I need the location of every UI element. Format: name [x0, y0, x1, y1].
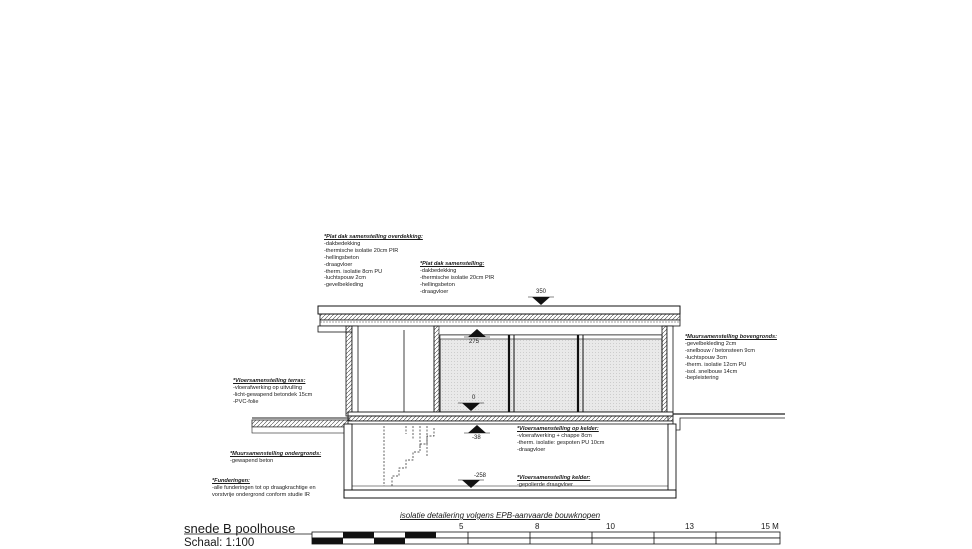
- note-line: -gevelbekleding: [324, 282, 364, 289]
- level-label-min38: -38: [472, 435, 481, 441]
- level-marker-350: [528, 297, 554, 305]
- level-label-275: 275: [469, 339, 480, 345]
- level-label-0: 0: [472, 395, 476, 401]
- note-line: -luchtspouw 3cm: [685, 354, 727, 361]
- left-wall: [346, 326, 439, 416]
- note-line: -licht-gewapend betondek 15cm: [233, 391, 313, 398]
- note-heading: *Vloersamenstelling kelder:: [517, 475, 591, 481]
- scale-label: Schaal: 1:100: [184, 537, 255, 549]
- level-label-350: 350: [536, 289, 547, 295]
- note-line: -PVC-folie: [233, 398, 259, 405]
- note-line: -gevelbekleding 2cm: [685, 340, 737, 347]
- right-wall: [662, 326, 673, 412]
- drawing-title: snede B poolhouse: [184, 521, 296, 536]
- note-heading: *Plat dak samenstelling:: [420, 261, 485, 267]
- note-line: -dakbedekking: [420, 267, 457, 274]
- note-muur-ondergronds: [230, 451, 321, 465]
- level-label-min258: -258: [474, 473, 487, 479]
- note-heading: *Vloersamenstelling terras:: [233, 378, 306, 384]
- note-heading: *Vloersamenstelling op kelder:: [517, 426, 599, 432]
- note-line: -thermische isolatie 20cm PIR: [420, 274, 495, 281]
- roof-slab: [318, 306, 680, 332]
- scale-tick-label: 13: [685, 522, 694, 531]
- scale-tick-label: 8: [535, 522, 540, 531]
- note-vloer-kelder: [517, 475, 590, 489]
- note-line: -vloerafwerking op uitvulling: [233, 384, 303, 391]
- note-line: -isol. snelbouw 14cm: [685, 368, 738, 375]
- note-line: -therm. isolatie 8cm PU: [324, 268, 383, 275]
- note-line: -dakbedekking: [324, 240, 361, 247]
- note-line: -luchtspouw 2cm: [324, 275, 366, 282]
- scale-tick-label: 5: [459, 522, 464, 531]
- note-line: -alle funderingen tot op draagkrachtige en: [212, 484, 316, 491]
- note-plat-dak-overdekking: [324, 234, 423, 289]
- note-funderingen: [212, 478, 316, 499]
- scale-tick-label: 10: [606, 522, 615, 531]
- stairs: [384, 426, 434, 486]
- note-line: vorstvrije ondergrond conform studie IR: [212, 491, 310, 498]
- note-line: -snelbouw / betonsteen 9cm: [685, 347, 755, 354]
- note-heading: *Plat dak samenstelling overdekking:: [324, 234, 423, 240]
- note-line: -therm. isolatie: gespoten PU 10cm: [517, 439, 605, 446]
- note-line: -thermische isolatie 20cm PIR: [324, 247, 399, 254]
- floor-slab: [348, 412, 673, 424]
- level-marker-min258: [458, 480, 484, 488]
- ground-right: [668, 414, 785, 430]
- scale-tick-label: 15 M: [761, 522, 779, 531]
- note-plat-dak: [420, 261, 494, 296]
- note-vloer-kelder-op: [517, 426, 604, 454]
- note-line: -draagvloer: [517, 446, 546, 453]
- note-line: -draagvloer: [324, 261, 353, 268]
- note-line: -hellingsbeton: [420, 281, 455, 288]
- detailing-caption: isolatie detailering volgens EPB-aanvaarde bouwknopen: [400, 511, 601, 520]
- note-line: -bepleistering: [685, 375, 719, 382]
- note-line: -hellingsbeton: [324, 254, 359, 261]
- basement: [344, 424, 676, 498]
- note-line: -vloerafwerking + chappe 8cm: [517, 432, 592, 439]
- note-vloer-terras: [233, 378, 312, 406]
- note-muur-bovengronds: [685, 334, 777, 382]
- note-line: -draagvloer: [420, 288, 449, 295]
- note-line: -gepolierde draagvloer: [517, 481, 573, 488]
- note-heading: *Muursamenstelling ondergronds:: [230, 451, 322, 457]
- ground-left: [252, 418, 350, 433]
- note-heading: *Funderingen:: [212, 478, 250, 484]
- note-heading: *Muursamenstelling bovengronds:: [685, 334, 777, 340]
- note-line: -gewapend beton: [230, 457, 274, 464]
- note-line: -therm. isolatie 12cm PU: [685, 361, 747, 368]
- level-marker-min38: [464, 425, 490, 433]
- scale-bar: [312, 532, 780, 544]
